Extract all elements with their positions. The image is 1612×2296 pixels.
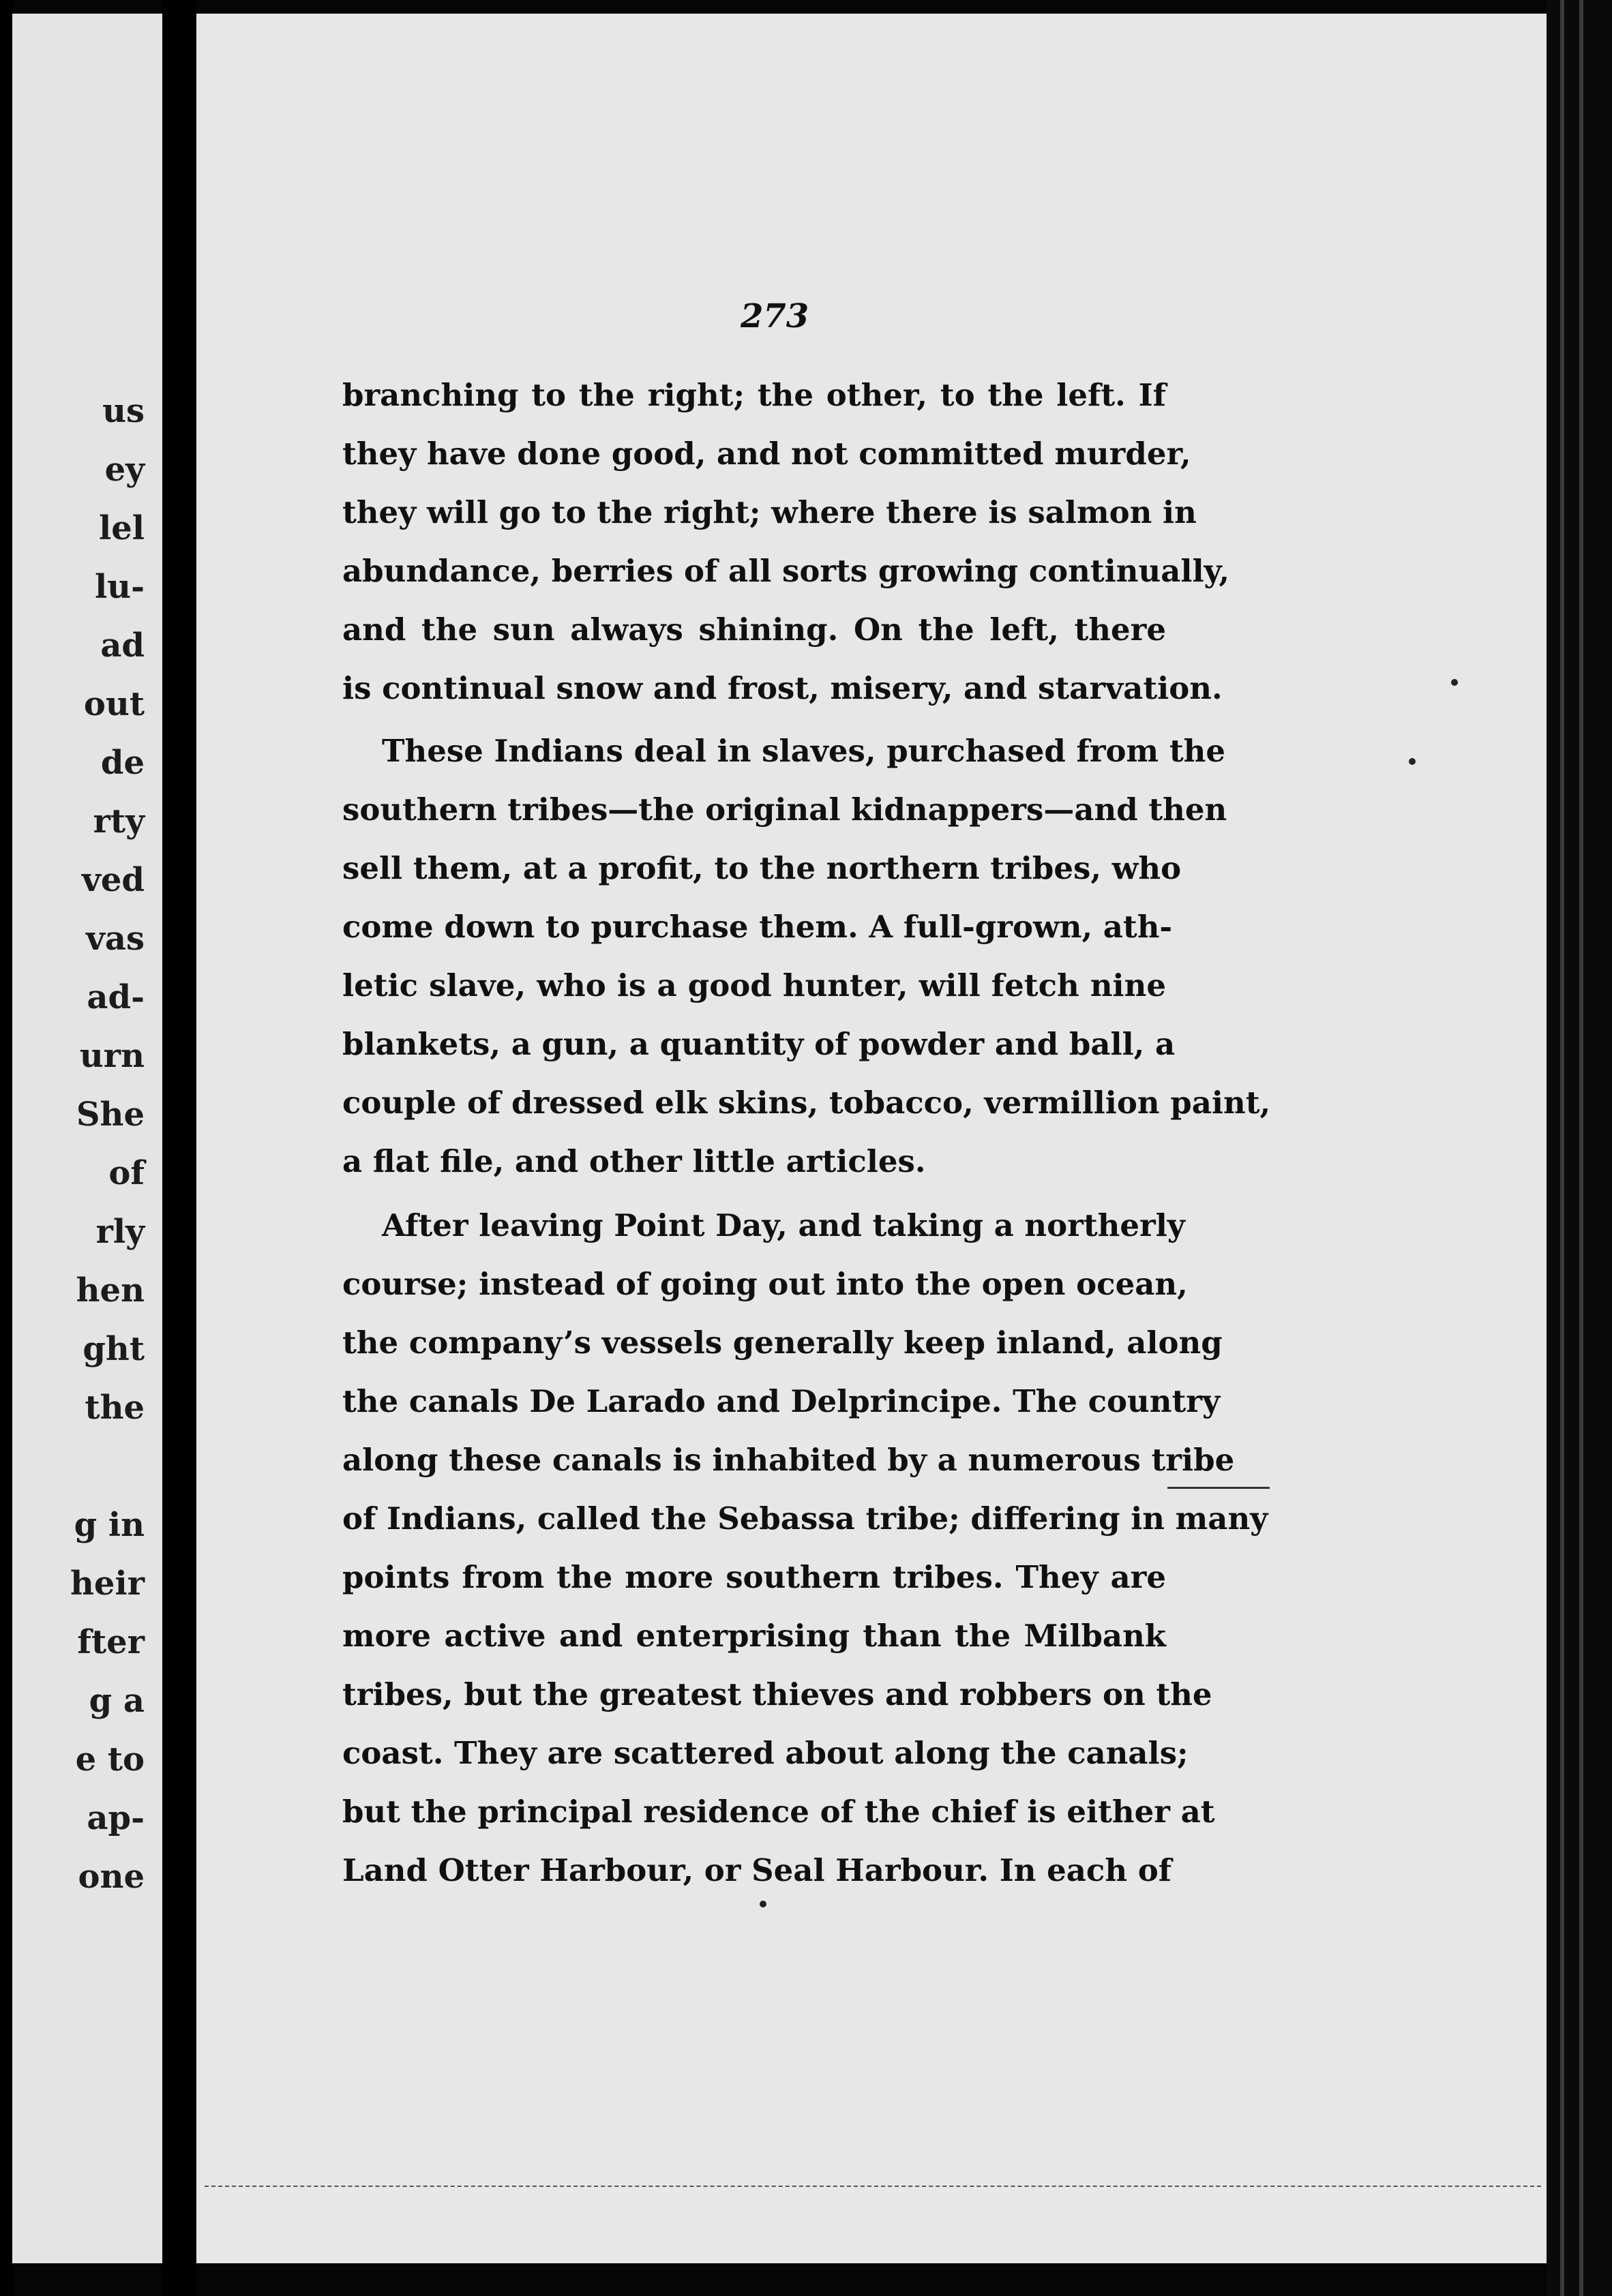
text-line: These Indians deal in slaves, purchased from the	[382, 733, 1225, 769]
book-page	[196, 14, 1547, 2263]
text-line: a flat file, and other little articles.	[342, 1143, 926, 1179]
facing-page-text: ved	[82, 861, 145, 899]
page-number: 273	[741, 297, 809, 335]
text-line: the company’s vessels generally keep inland, along	[342, 1325, 1223, 1361]
text-line: but the principal residence of the chief is either at	[342, 1794, 1215, 1830]
facing-page-text: urn	[79, 1037, 145, 1075]
margin-pen-mark	[1167, 1487, 1270, 1489]
scan-border-right	[1547, 0, 1612, 2296]
text-line: tribes, but the greatest thieves and robbers on the	[342, 1676, 1212, 1712]
scan-border-left	[0, 0, 14, 2296]
text-line: of Indians, called the Sebassa tribe; differing in many	[342, 1500, 1268, 1537]
text-line: couple of dressed elk skins, tobacco, vermillion paint,	[342, 1085, 1271, 1121]
text-line: they will go to the right; where there is salmon in	[342, 494, 1197, 530]
facing-page-text: ght	[83, 1330, 145, 1368]
facing-page-text: vas	[85, 920, 145, 958]
facing-page-text: hen	[76, 1271, 145, 1310]
text-line: points from the more southern tribes. They are	[342, 1559, 1166, 1595]
text-line: abundance, berries of all sorts growing continually,	[342, 553, 1230, 589]
page-bottom-edge	[205, 2186, 1541, 2188]
facing-page-fragment	[12, 14, 162, 2263]
page-edge-strip	[1560, 0, 1564, 2296]
text-line: more active and enterprising than the Milbank	[342, 1618, 1166, 1654]
text-line: letic slave, who is a good hunter, will fetch nine	[342, 967, 1166, 1003]
text-line: branching to the right; the other, to the left. If	[342, 377, 1166, 413]
speck	[1451, 679, 1458, 686]
facing-page-text: rty	[93, 802, 145, 841]
facing-page-text: lel	[98, 509, 145, 547]
speck	[760, 1901, 766, 1907]
facing-page-text: heir	[70, 1565, 145, 1603]
text-line: is continual snow and frost, misery, and starvation.	[342, 670, 1223, 706]
text-line: coast. They are scattered about along the canals;	[342, 1735, 1189, 1771]
facing-page-text: lu-	[94, 568, 145, 606]
facing-page-text: g in	[74, 1506, 145, 1544]
facing-page-text: ap-	[87, 1799, 145, 1837]
text-line: blankets, a gun, a quantity of powder and ball, a	[342, 1026, 1176, 1062]
facing-page-text: ey	[104, 451, 145, 489]
facing-page-text: the	[85, 1389, 145, 1427]
text-line: Land Otter Harbour, or Seal Harbour. In each of	[342, 1852, 1172, 1888]
facing-page-text: rly	[95, 1213, 145, 1251]
text-line: southern tribes—the original kidnappers—and then	[342, 791, 1227, 828]
page-edge-strip	[1579, 0, 1583, 2296]
text-line: along these canals is inhabited by a numerous tribe	[342, 1442, 1235, 1478]
facing-page-text: g a	[89, 1682, 145, 1720]
text-line: come down to purchase them. A full-grown, ath-	[342, 909, 1173, 945]
facing-page-text: one	[78, 1858, 145, 1896]
speck	[1409, 758, 1416, 765]
facing-page-text: de	[100, 744, 145, 782]
facing-page-text: ad-	[87, 978, 145, 1016]
text-line: they have done good, and not committed murder,	[342, 436, 1191, 472]
facing-page-text: of	[108, 1154, 145, 1192]
text-line: the canals De Larado and Delprincipe. The country	[342, 1383, 1221, 1419]
book-gutter	[162, 0, 196, 2296]
facing-page-text: ad	[100, 626, 145, 665]
facing-page-text: out	[83, 685, 145, 723]
facing-page-text: She	[76, 1096, 145, 1134]
text-line: course; instead of going out into the open ocean,	[342, 1266, 1188, 1302]
text-line: and the sun always shining. On the left, there	[342, 611, 1166, 648]
facing-page-text: us	[102, 392, 145, 430]
facing-page-text: fter	[77, 1623, 145, 1661]
text-line: sell them, at a profit, to the northern tribes, who	[342, 850, 1182, 886]
text-line: After leaving Point Day, and taking a northerly	[382, 1207, 1185, 1243]
facing-page-text: e to	[75, 1740, 145, 1779]
